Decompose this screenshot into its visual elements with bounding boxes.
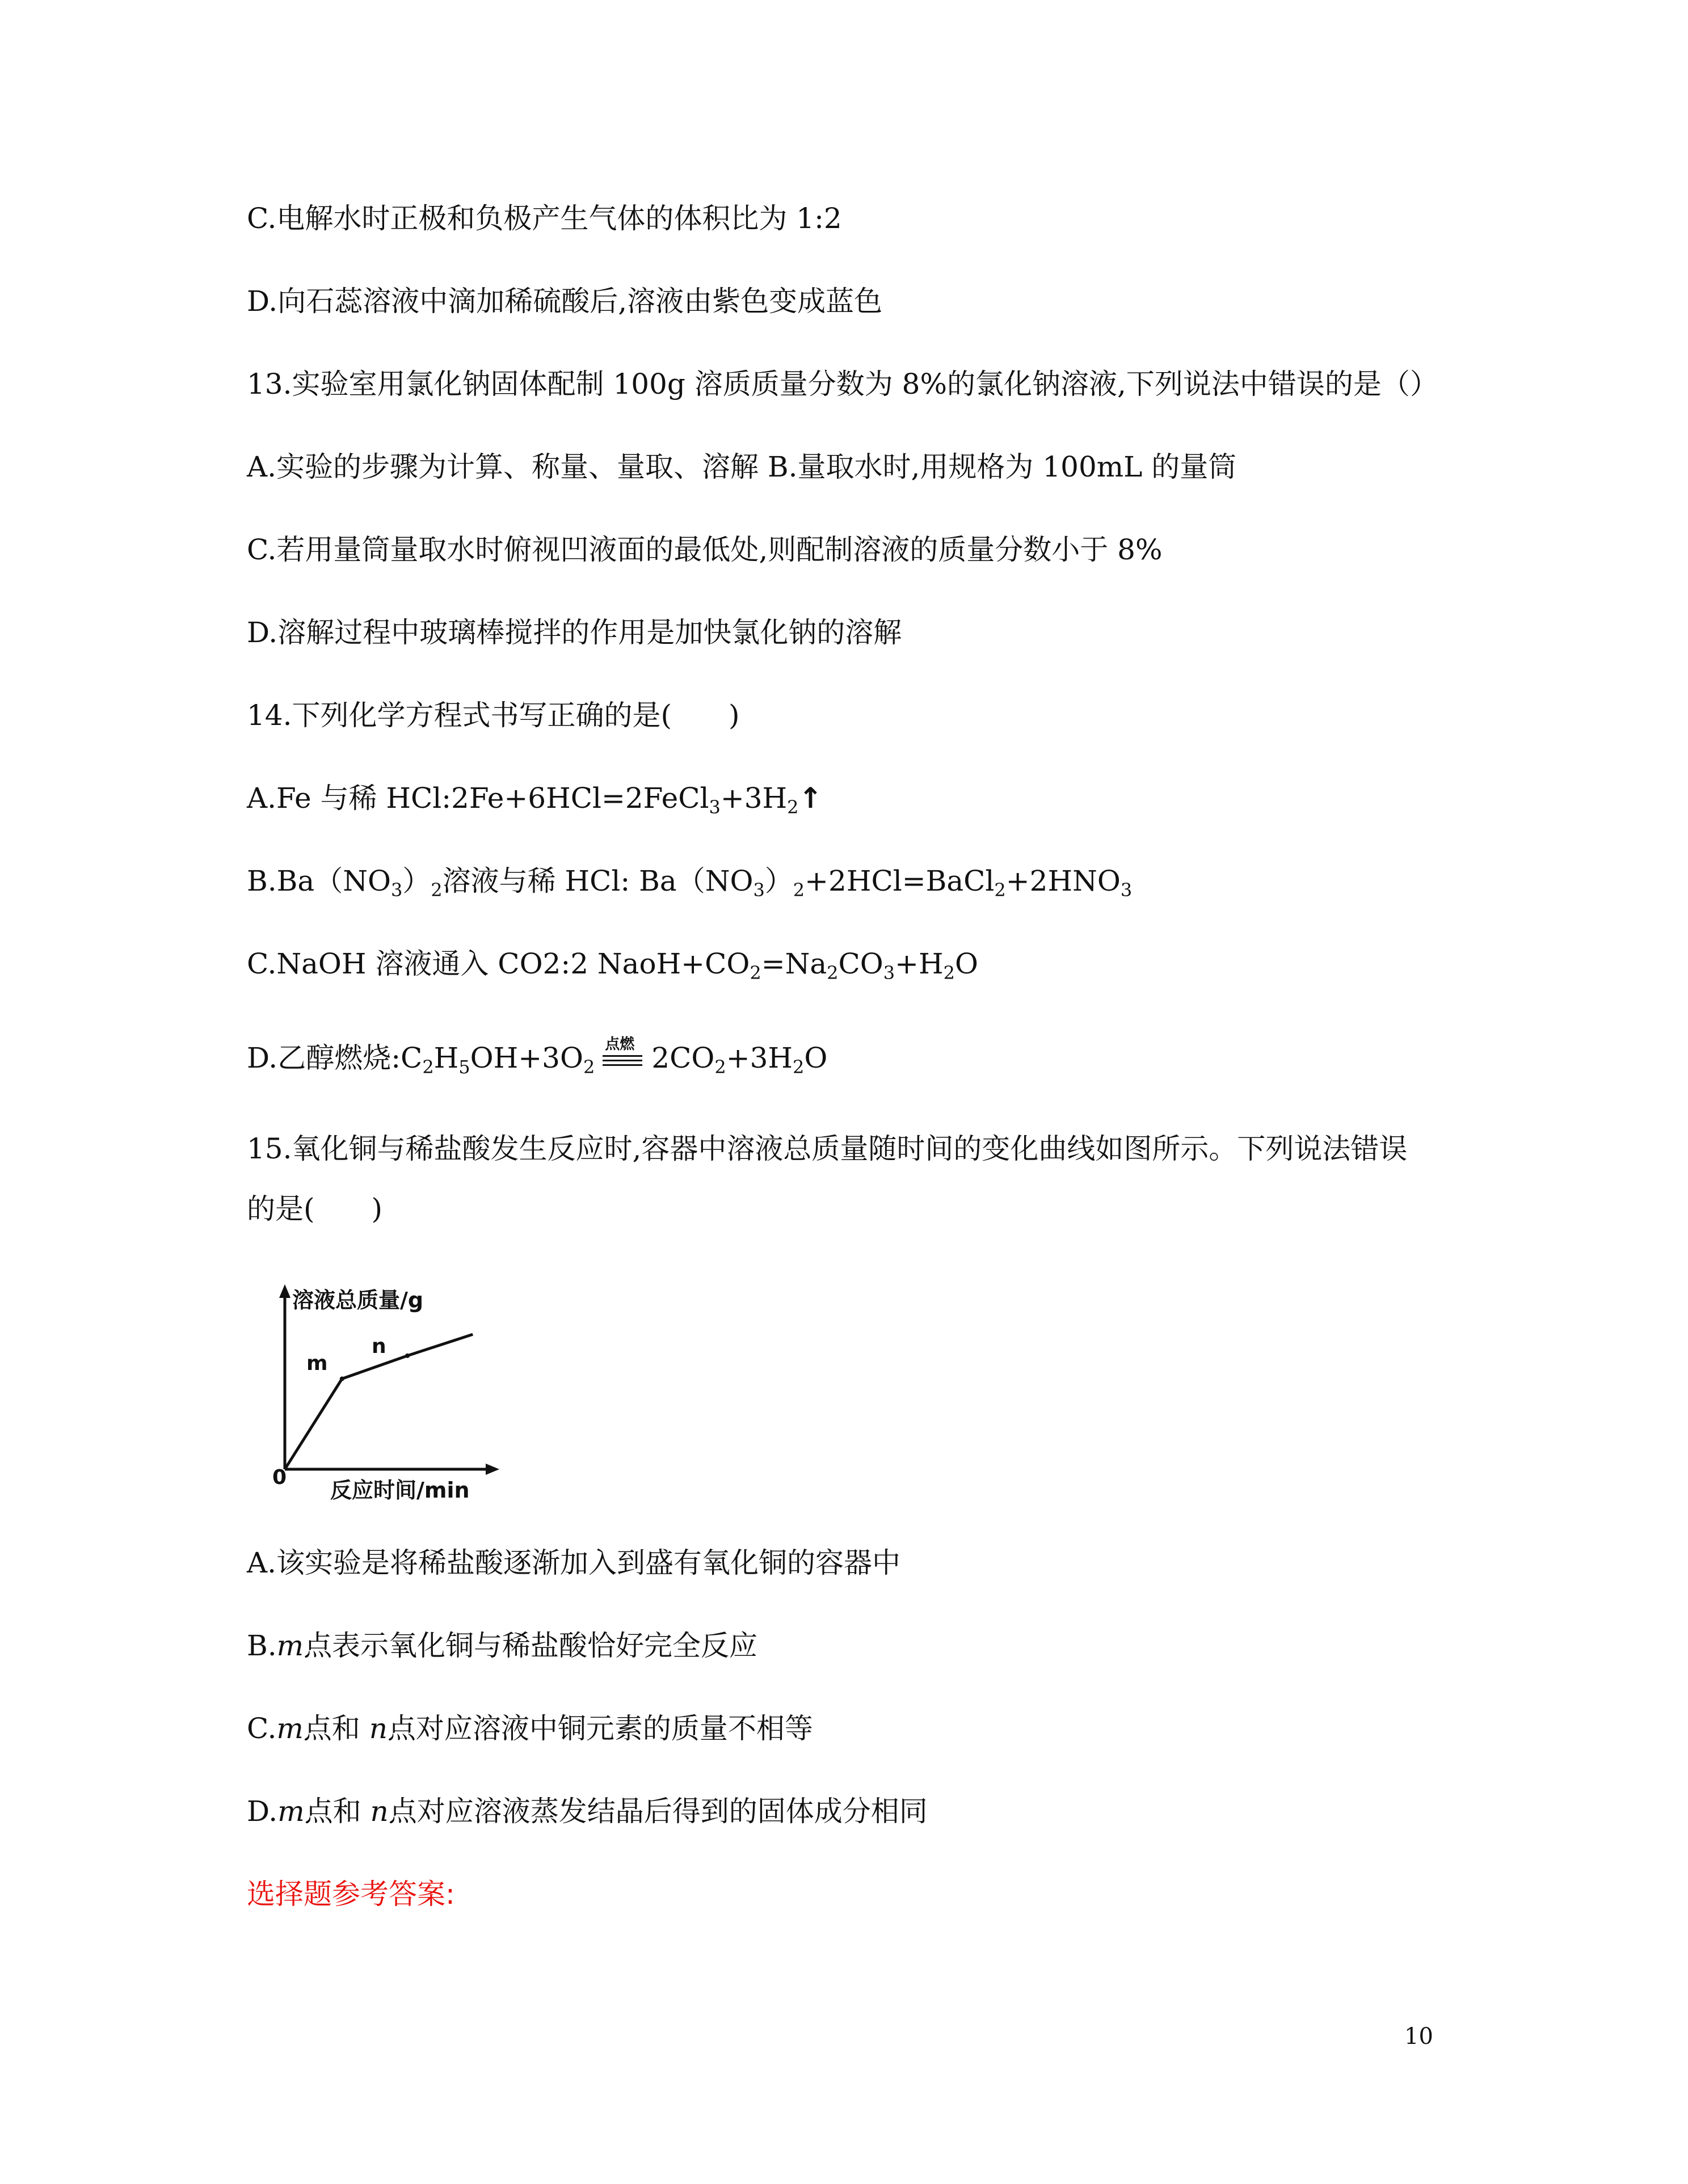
q15-stem-line1: 15.氧化铜与稀盐酸发生反应时,容器中溶液总质量随时间的变化曲线如图所示。下列说法错误 <box>247 1132 1408 1165</box>
q13-stem: 13.实验室用氯化钠固体配制 100g 溶质质量分数为 8%的氯化钠溶液,下列说法中错误的是（） <box>247 368 1438 400</box>
mass-time-chart <box>250 1282 516 1515</box>
y-axis-label: 溶液总质量/g <box>292 1288 424 1313</box>
y-axis-arrow <box>279 1284 291 1298</box>
chart-axes <box>279 1284 499 1475</box>
q13-option-ab: A.实验的步骤为计算、称量、量取、溶解 B.量取水时,用规格为 100mL 的量筒 <box>247 450 1237 483</box>
q15-option-a: A.该实验是将稀盐酸逐渐加入到盛有氧化铜的容器中 <box>247 1546 901 1579</box>
gas-arrow-icon: ↑ <box>798 782 823 815</box>
q14-option-b: $B.Ba(NO_3)_2$溶液与稀 HCl: $Ba(NO_3)_2+2HCl=BaCl_2+2HNO_3$ <box>247 865 1133 901</box>
q14-option-d: D.乙醇燃烧$:C_2H_5OH+3O_2$ 点燃 $2CO_2+3H_2O$ <box>247 1036 828 1078</box>
point-label-n: n <box>372 1335 386 1358</box>
q13-option-c: C.若用量筒量取水时俯视凹液面的最低处,则配制溶液的质量分数小于 8% <box>247 533 1163 566</box>
x-axis-label: 反应时间/min <box>330 1478 470 1503</box>
point-label-m: m <box>306 1352 328 1375</box>
origin-label: 0 <box>272 1466 287 1489</box>
reaction-condition: 点燃 <box>595 1038 651 1078</box>
q15-option-b: B.m点表示氧化铜与稀盐酸恰好完全反应 <box>247 1629 758 1662</box>
data-point <box>340 1377 344 1381</box>
q12-option-d: D.向石蕊溶液中滴加稀硫酸后,溶液由紫色变成蓝色 <box>247 285 883 318</box>
q15-option-d: D.m点和 n点对应溶液蒸发结晶后得到的固体成分相同 <box>247 1795 928 1828</box>
page-number: 10 <box>1404 2023 1433 2050</box>
q14-stem: 14.下列化学方程式书写正确的是( ) <box>247 699 740 732</box>
x-axis-arrow <box>486 1464 499 1475</box>
q15-stem-line2: 的是( ) <box>247 1192 383 1225</box>
q14-option-c: C.NaOH 溶液通入 CO2:2 $NaoH+CO_2=Na_2CO_3+H_2O$ <box>247 947 978 984</box>
data-point <box>405 1354 410 1358</box>
answer-heading: 选择题参考答案: <box>247 1878 455 1911</box>
q15-option-c: C.m点和 n点对应溶液中铜元素的质量不相等 <box>247 1712 813 1745</box>
q12-option-c: C.电解水时正极和负极产生气体的体积比为 1:2 <box>247 202 842 235</box>
q13-option-d: D.溶解过程中玻璃棒搅拌的作用是加快氯化钠的溶解 <box>247 616 902 649</box>
q14-option-a: A.Fe 与稀 $HCl:2Fe+6HCl=2FeCl_3+3H_2↑$ <box>247 782 823 818</box>
